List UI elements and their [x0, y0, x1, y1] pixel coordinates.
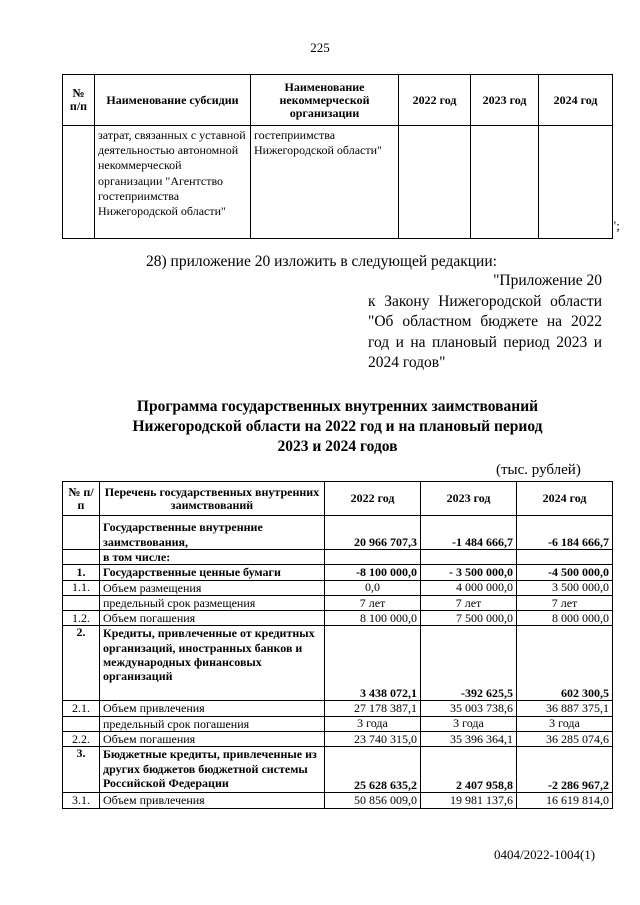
- row-num: 1.1.: [63, 580, 100, 595]
- table-row: [63, 716, 613, 731]
- table-row: [63, 595, 613, 610]
- row-value-2022: -8 100 000,0: [325, 565, 421, 580]
- row-value-2023: 3 года: [421, 716, 517, 731]
- row-value-2022: [325, 550, 421, 565]
- cell-num: [63, 126, 95, 239]
- row-value-2024: -6 184 666,7: [517, 516, 613, 550]
- row-num: 3.: [63, 747, 100, 793]
- row-value-2023: 35 396 364,1: [421, 732, 517, 747]
- row-label: Объем погашения: [100, 611, 325, 626]
- row-value-2022: 23 740 315,0: [325, 732, 421, 747]
- appendix-line: год и на плановый период 2023 и: [368, 333, 602, 351]
- row-value-2023: 35 003 738,6: [421, 701, 517, 716]
- header-num: № п/п: [63, 482, 100, 516]
- row-value-2022: 3 года: [325, 716, 421, 731]
- unit-label: (тыс. рублей): [496, 462, 581, 478]
- borrowing-program-table: [62, 481, 613, 809]
- cell-2022: [399, 126, 471, 239]
- program-title-line: 2023 и 2024 годов: [277, 438, 398, 455]
- row-num: 2.2.: [63, 732, 100, 747]
- cell-organization: гостеприимства Нижегородской области": [251, 126, 399, 239]
- row-value-2022: 0,0: [325, 580, 421, 595]
- row-value-2024: -2 286 967,2: [517, 747, 613, 793]
- table-row: [63, 747, 613, 793]
- row-value-2023: 7 лет: [421, 595, 517, 610]
- row-value-2024: 3 года: [517, 716, 613, 731]
- row-value-2023: 7 500 000,0: [421, 611, 517, 626]
- table-row: [63, 626, 613, 701]
- header-2024: 2024 год: [517, 482, 613, 516]
- row-num: 2.1.: [63, 701, 100, 716]
- header-organization: Наименование некоммерческой организации: [251, 75, 399, 126]
- row-label: Кредиты, привлеченные от кредитных организаций, иностранных банков и международных финансовых организаций: [100, 626, 325, 701]
- table-row: [63, 732, 613, 747]
- cell-subsidy: затрат, связанных с уставной деятельностью автономной некоммерческой организации "Агентство гостеприимства Нижегородской области": [95, 126, 251, 239]
- header-2023: 2023 год: [421, 482, 517, 516]
- table-row: [63, 516, 613, 550]
- header-2023: 2023 год: [471, 75, 539, 126]
- appendix-line: "Об областном бюджете на 2022: [368, 313, 602, 330]
- row-label: Объем размещения: [100, 580, 325, 595]
- row-value-2023: 19 981 137,6: [421, 793, 517, 808]
- row-num: 1.: [63, 565, 100, 580]
- amendment-instruction: 28) приложение 20 изложить в следующей редакции:: [146, 253, 497, 270]
- row-value-2024: 7 лет: [517, 595, 613, 610]
- program-table-header: [63, 482, 613, 516]
- table-row: [63, 126, 613, 239]
- header-2022: 2022 год: [399, 75, 471, 126]
- row-value-2024: 16 619 814,0: [517, 793, 613, 808]
- row-value-2023: - 3 500 000,0: [421, 565, 517, 580]
- table-row: [63, 701, 613, 716]
- table-row: [63, 565, 613, 580]
- subsidy-table-header: [63, 75, 613, 126]
- row-num: [63, 716, 100, 731]
- subsidy-table: [62, 74, 613, 239]
- row-value-2022: 3 438 072,1: [325, 626, 421, 701]
- cell-2023: [471, 126, 539, 239]
- row-value-2022: 50 856 009,0: [325, 793, 421, 808]
- program-title: [60, 397, 615, 457]
- row-label: предельный срок размещения: [100, 595, 325, 610]
- row-label: Объем привлечения: [100, 793, 325, 808]
- row-num: [63, 595, 100, 610]
- appendix-reference: [368, 271, 602, 374]
- header-list: Перечень государственных внутренних заимствований: [100, 482, 325, 516]
- row-value-2022: 8 100 000,0: [325, 611, 421, 626]
- row-label: в том числе:: [100, 550, 325, 565]
- row-label: Объем погашения: [100, 732, 325, 747]
- cell-2024: [539, 126, 613, 239]
- row-num: [63, 516, 100, 550]
- header-2024: 2024 год: [539, 75, 613, 126]
- row-value-2022: 20 966 707,3: [325, 516, 421, 550]
- header-2022: 2022 год: [325, 482, 421, 516]
- row-value-2022: 27 178 387,1: [325, 701, 421, 716]
- row-value-2024: 36 887 375,1: [517, 701, 613, 716]
- row-label: предельный срок погашения: [100, 716, 325, 731]
- table-row: [63, 611, 613, 626]
- program-title-line: Нижегородской области на 2022 год и на плановый период: [132, 418, 543, 435]
- appendix-line: к Закону Нижегородской области: [368, 292, 602, 310]
- row-label: Бюджетные кредиты, привлеченные из других бюджетов бюджетной системы Российской Федерации: [100, 747, 325, 793]
- table-row: [63, 793, 613, 808]
- footer-document-code: 0404/2022-1004(1): [494, 847, 596, 862]
- row-value-2023: -1 484 666,7: [421, 516, 517, 550]
- row-label: Государственные внутренние заимствования,: [100, 516, 325, 550]
- table-row: [63, 550, 613, 565]
- closing-mark: ";: [611, 218, 620, 233]
- row-label: Государственные ценные бумаги: [100, 565, 325, 580]
- row-value-2023: [421, 550, 517, 565]
- row-value-2024: [517, 550, 613, 565]
- row-num: 3.1.: [63, 793, 100, 808]
- row-value-2024: -4 500 000,0: [517, 565, 613, 580]
- row-value-2022: 7 лет: [325, 595, 421, 610]
- header-num: № п/п: [63, 75, 95, 126]
- row-value-2024: 8 000 000,0: [517, 611, 613, 626]
- program-title-line: Программа государственных внутренних заимствований: [136, 398, 539, 415]
- header-subsidy: Наименование субсидии: [95, 75, 251, 126]
- row-num: 2.: [63, 626, 100, 701]
- row-num: 1.2.: [63, 611, 100, 626]
- appendix-line: "Приложение 20: [493, 272, 602, 289]
- row-num: [63, 550, 100, 565]
- row-value-2023: -392 625,5: [421, 626, 517, 701]
- row-value-2024: 602 300,5: [517, 626, 613, 701]
- appendix-line: 2024 годов": [368, 354, 446, 371]
- row-value-2024: 36 285 074,6: [517, 732, 613, 747]
- row-value-2023: 4 000 000,0: [421, 580, 517, 595]
- row-value-2023: 2 407 958,8: [421, 747, 517, 793]
- page-number: 225: [310, 40, 330, 55]
- row-label: Объем привлечения: [100, 701, 325, 716]
- row-value-2022: 25 628 635,2: [325, 747, 421, 793]
- table-row: [63, 580, 613, 595]
- row-value-2024: 3 500 000,0: [517, 580, 613, 595]
